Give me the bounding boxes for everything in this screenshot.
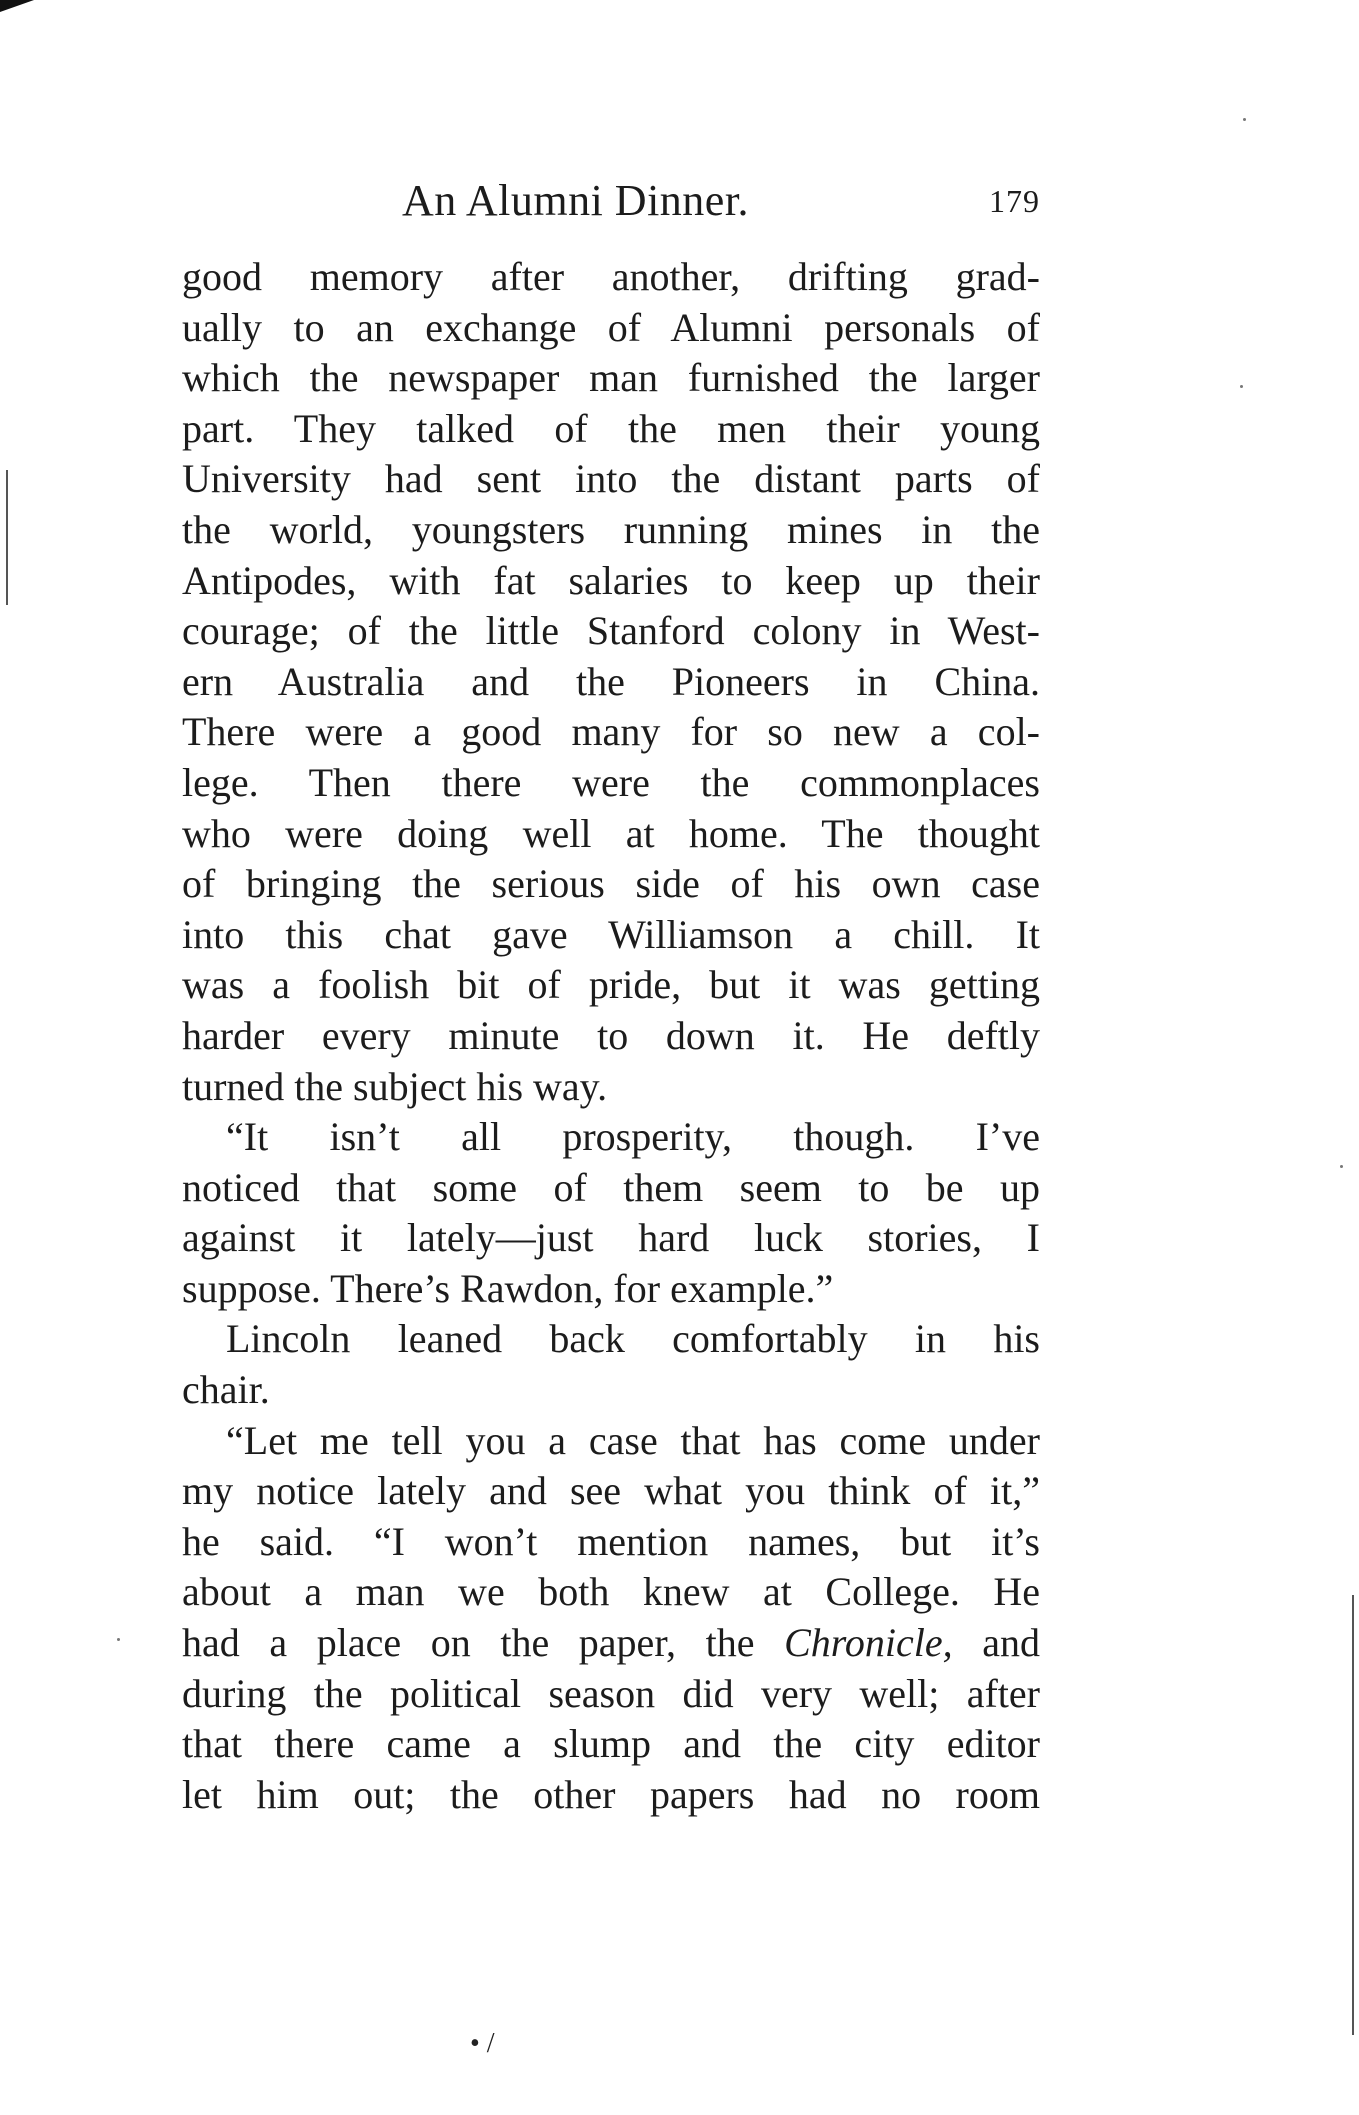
- text-line: ern Australia and the Pioneers in China.: [182, 658, 1040, 704]
- page-header: [182, 172, 1040, 230]
- text-line: which the newspaper man furnished the larger: [182, 355, 1040, 401]
- text-segment: had a place on the paper, the: [182, 1620, 785, 1666]
- text-line: Antipodes, with fat salaries to keep up their: [182, 557, 1040, 603]
- text-line: who were doing well at home. The thought: [182, 810, 1040, 856]
- text-line: about a man we both knew at College. He: [182, 1569, 1040, 1615]
- body-text: [182, 252, 1040, 1820]
- text-line: good memory after another, drifting grad-: [182, 254, 1040, 299]
- text-line: lege. Then there were the commonplaces: [182, 759, 1040, 805]
- scan-speck: [1340, 1165, 1343, 1168]
- text-line: was a foolish bit of pride, but it was getting: [182, 962, 1040, 1008]
- text-line: he said. “I won’t mention names, but it’s: [182, 1518, 1040, 1564]
- scan-speck: [1243, 118, 1246, 121]
- corner-scan-mark: [0, 0, 34, 12]
- text-line: harder every minute to down it. He deftly: [182, 1012, 1040, 1058]
- text-line: let him out; the other papers had no room: [182, 1771, 1040, 1817]
- text-line: part. They talked of the men their young: [182, 405, 1040, 451]
- text-line: chair.: [182, 1367, 270, 1413]
- text-segment: and: [952, 1620, 1040, 1666]
- text-line: against it lately—just hard luck stories, I: [182, 1215, 1040, 1261]
- scan-speck: [1240, 385, 1243, 388]
- text-line: Lincoln leaned back comfortably in his: [226, 1316, 1040, 1362]
- text-line: my notice lately and see what you think of it,”: [182, 1468, 1040, 1514]
- text-line: turned the subject his way.: [182, 1063, 608, 1109]
- text-line: “Let me tell you a case that has come under: [226, 1417, 1040, 1463]
- footer-printer-mark: • /: [470, 2028, 495, 2059]
- text-line: suppose. There’s Rawdon, for example.”: [182, 1265, 834, 1311]
- running-title: An Alumni Dinner.: [402, 176, 750, 225]
- text-line: during the political season did very well; after: [182, 1670, 1040, 1716]
- italic-title: Chronicle,: [784, 1620, 953, 1666]
- text-line: courage; of the little Stanford colony in West-: [182, 608, 1040, 654]
- page-number: 179: [989, 183, 1040, 219]
- text-line-with-italic: [182, 1618, 1040, 1669]
- text-line: into this chat gave Williamson a chill. It: [182, 911, 1040, 957]
- text-line: ually to an exchange of Alumni personals of: [182, 304, 1040, 350]
- text-line: of bringing the serious side of his own case: [182, 861, 1040, 907]
- scan-speck: [117, 1638, 120, 1641]
- text-line: There were a good many for so new a col-: [182, 709, 1040, 755]
- text-line: University had sent into the distant parts of: [182, 456, 1040, 502]
- text-line: the world, youngsters running mines in the: [182, 506, 1040, 552]
- text-line: that there came a slump and the city editor: [182, 1721, 1040, 1767]
- text-line: “It isn’t all prosperity, though. I’ve: [226, 1114, 1040, 1160]
- left-edge-line: [6, 470, 8, 605]
- text-line: noticed that some of them seem to be up: [182, 1164, 1040, 1210]
- right-edge-line: [1352, 1595, 1354, 2035]
